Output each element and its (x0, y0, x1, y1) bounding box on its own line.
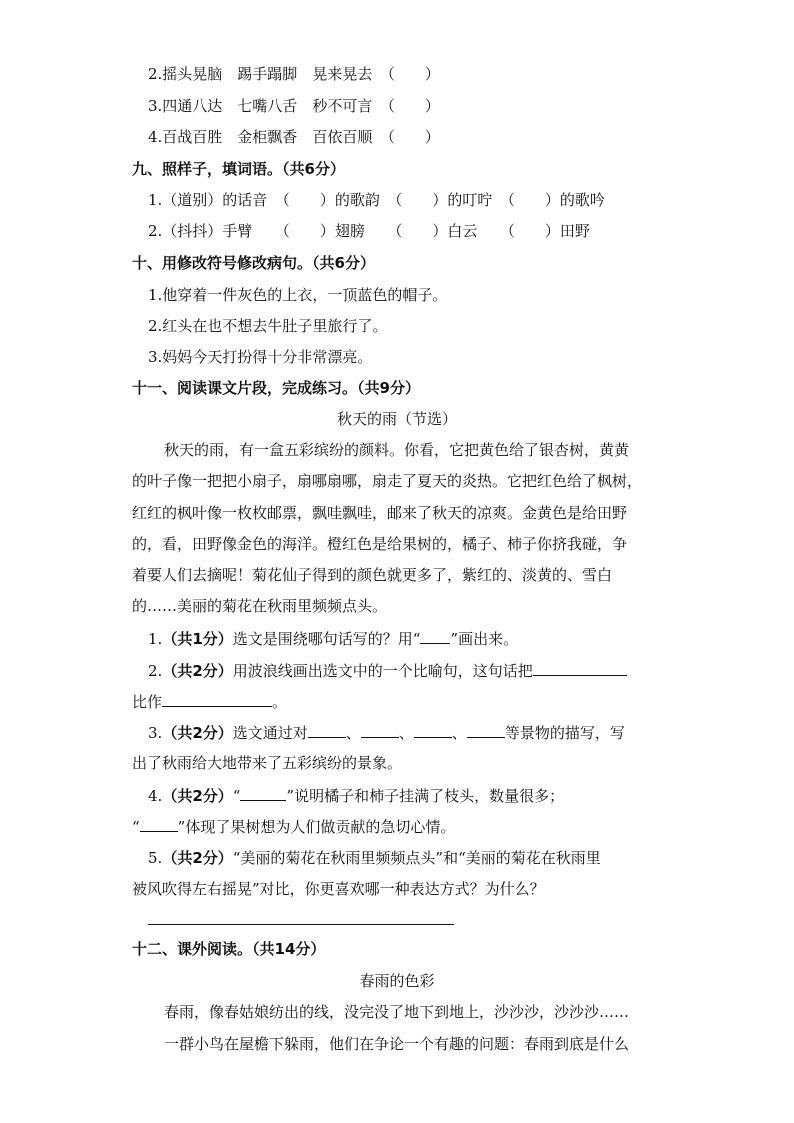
q3-number: 3. (148, 724, 163, 742)
section11-passage-line-2: 的叶子像一把把小扇子，扇哪扇哪，扇走了夏天的炎热。它把红色给了枫树， (132, 472, 643, 490)
q3-sep-2: 、 (398, 724, 414, 742)
section10-item-3: 3.妈妈今天打扮得十分非常漂亮。 (148, 348, 373, 366)
q4-number: 4. (148, 787, 163, 805)
question-4 (148, 784, 564, 807)
question-3-cont: 出了秋雨给大地带来了五彩缤纷的景象。 (132, 754, 403, 772)
section9-heading: 九、照样子，填词语。（共6分） (132, 160, 345, 178)
section8-item-4: 4.百战百胜 金柜飘香 百依百顺 （ ） (148, 128, 440, 146)
q5-text-a: “美丽的菊花在秋雨里频频点头”和“美丽的菊花在秋雨里 (232, 849, 601, 867)
q4-quote-open-2: “ (132, 818, 140, 836)
q4-text-d: ”体现了果树想为人们做贡献的急切心情。 (177, 818, 456, 836)
section12-passage-title: 春雨的色彩 (359, 972, 435, 990)
q3-sep-1: 、 (345, 724, 361, 742)
q3-blank-4[interactable] (467, 721, 505, 738)
q4-blank-2[interactable] (140, 815, 178, 832)
q2-text-a: 用波浪线画出选文中的一个比喻句，这句话把 (232, 662, 533, 680)
q3-blank-2[interactable] (361, 721, 399, 738)
q3-blank-1[interactable] (308, 721, 346, 738)
q2-blank-2[interactable] (162, 690, 272, 707)
q3-blank-3[interactable] (414, 721, 452, 738)
q3-sep-3: 、 (451, 724, 467, 742)
q2-text-c: 。 (272, 693, 288, 711)
question-5-cont: 被风吹得左右摇晃”对比，你更喜欢哪一种表达方式？为什么？ (132, 880, 545, 898)
section9-item-1: 1.（道别）的话音 （ ）的歌韵 （ ）的叮咛 （ ）的歌吟 (148, 191, 605, 209)
q3-text-b: 等景物的描写，写 (504, 724, 625, 742)
q4-blank-1[interactable] (240, 784, 286, 801)
q3-score: （共2分） (162, 724, 233, 742)
question-5 (148, 847, 601, 869)
section12-passage-line-2: 一群小鸟在屋檐下躲雨，他们在争论一个有趣的问题：春雨到底是什么 (164, 1035, 630, 1053)
q2-number: 2. (148, 662, 163, 680)
q1-text-b: ”画出来。 (450, 630, 519, 648)
q4-quote-open: “ (232, 787, 241, 805)
section10-item-1: 1.他穿着一件灰色的上衣，一顶蓝色的帽子。 (148, 286, 448, 304)
section9-item-2: 2.（抖抖）手臂 （ ）翅膀 （ ）白云 （ ）田野 (148, 222, 590, 240)
q2-blank-1[interactable] (533, 659, 627, 676)
q5-score: （共2分） (162, 849, 233, 867)
section12-heading: 十二、课外阅读。（共14分） (132, 940, 326, 958)
section8-item-2: 2.摇头晃脑 踢手蹋脚 晃来晃去 （ ） (148, 65, 440, 83)
q4-score: （共2分） (162, 787, 233, 805)
q1-blank[interactable] (420, 627, 450, 644)
question-3 (148, 721, 625, 744)
section11-heading: 十一、阅读课文片段，完成练习。（共9分） (132, 379, 420, 397)
q3-text-a: 选文通过对 (232, 724, 308, 742)
q1-score: （共1分） (162, 630, 233, 648)
q4-text-b: ”说明橘子和柿子挂满了枝头，数量很多； (286, 787, 565, 805)
q1-text-a: 选文是围绕哪句话写的？用“ (232, 630, 421, 648)
q2-score: （共2分） (162, 662, 233, 680)
q2-text-b: 比作 (132, 693, 163, 711)
q5-answer-line[interactable] (148, 924, 454, 925)
section10-heading: 十、用修改符号修改病句。（共6分） (132, 254, 375, 272)
section11-passage-line-3: 红红的枫叶像一枚枚邮票，飘哇飘哇，邮来了秋天的凉爽。金黄色是给田野 (132, 504, 628, 522)
question-2 (148, 659, 627, 682)
q1-number: 1. (148, 630, 163, 648)
section11-passage-line-1: 秋天的雨，有一盒五彩缤纷的颜料。你看，它把黄色给了银杏树，黄黄 (164, 441, 630, 459)
question-2-cont (132, 690, 287, 713)
section8-item-3: 3.四通八达 七嘴八舌 秒不可言 （ ） (148, 97, 440, 115)
section12-passage-line-1: 春雨，像春姑娘纺出的线，没完没了地下到地上，沙沙沙，沙沙沙…… (164, 1003, 630, 1021)
question-1 (148, 627, 518, 650)
section11-passage-line-6: 的……美丽的菊花在秋雨里频频点头。 (132, 597, 388, 615)
question-4-cont (132, 815, 455, 838)
section11-passage-line-4: 的，看，田野像金色的海洋。橙红色是给果树的，橘子、柿子你挤我碰，争 (132, 535, 628, 553)
section11-passage-line-5: 着要人们去摘呢！菊花仙子得到的颜色就更多了，紫红的、淡黄的、雪白 (132, 566, 613, 584)
section11-passage-title: 秋天的雨（节选） (336, 410, 457, 428)
q5-number: 5. (148, 849, 163, 867)
section10-item-2: 2.红头在也不想去牛肚子里旅行了。 (148, 317, 388, 335)
